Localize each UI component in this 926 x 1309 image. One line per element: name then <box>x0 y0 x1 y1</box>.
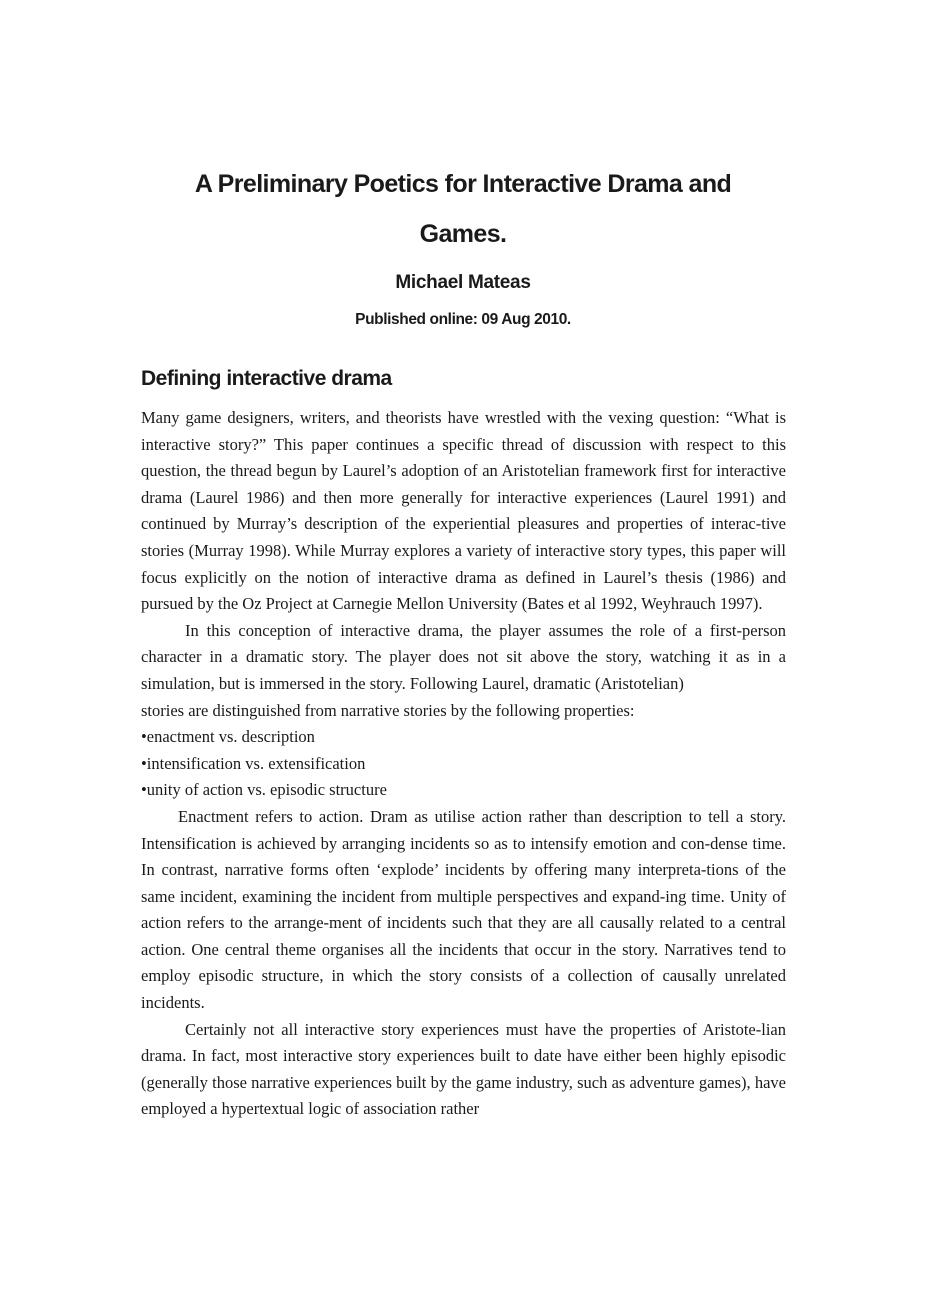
bullet-item-enactment: •enactment vs. description <box>141 727 315 747</box>
body-text <box>141 405 786 1123</box>
paragraph-3: stories are distinguished from narrative stories by the following properties: <box>141 700 635 720</box>
section-heading: Defining interactive drama <box>141 367 392 390</box>
paper-title-line-2: Games. <box>419 220 507 248</box>
paragraph-2: In this conception of interactive drama, the player assumes the role of a first-person character in a dramatic story. The player does not sit above the story, watching it as in a simulation, but is immersed in the story. Following Laurel, dramatic (Aristotelian) <box>141 620 786 693</box>
paragraph-5: Certainly not all interactive story experiences must have the properties of Aristote-lian drama. In fact, most interactive story experiences built to date have either been highly episodic (generally those narrative experiences built by the game industry, such as adventure games), have employed a hypertextual logic of association rather <box>141 1019 786 1119</box>
bullet-item-intensification: •intensification vs. extensification <box>141 753 366 773</box>
author-name: Michael Mateas <box>395 272 531 293</box>
paragraph-1: Many game designers, writers, and theorists have wrestled with the vexing question: “What is interactive story?” This paper continues a specific thread of discussion with respect to this question, the thread begun by Laurel’s adoption of an Aristotelian framework first for interactive drama (Laurel 1986) and then more generally for interactive experiences (Laurel 1991) and continued by Murray’s description of the experiential pleasures and properties of interac-tive stories (Murray 1998). While Murray explores a variety of interactive story types, this paper will focus explicitly on the notion of interactive drama as defined in Laurel’s thesis (1986) and pursued by the Oz Project at Carnegie Mellon University (Bates et al 1992, Weyhrauch 1997). <box>141 408 786 614</box>
publication-date: Published online: 09 Aug 2010. <box>355 311 571 328</box>
paragraph-4: Enactment refers to action. Dram as utilise action rather than description to tell a story. Intensification is achieved by arranging incidents so as to intensify emotion and con-dense time. In contrast, narrative forms often ‘explode’ incidents by offering many interpreta-tions of the same incident, examining the incident from multiple perspectives and expand-ing time. Unity of action refers to the arrange-ment of incidents such that they are all causally related to a central action. One central theme organises all the incidents that occur in the story. Narratives tend to employ episodic structure, in which the story consists of a collection of causally unrelated incidents. <box>141 806 786 1013</box>
bullet-item-unity: •unity of action vs. episodic structure <box>141 780 387 800</box>
paper-title-line-1: A Preliminary Poetics for Interactive Drama and <box>194 170 732 198</box>
